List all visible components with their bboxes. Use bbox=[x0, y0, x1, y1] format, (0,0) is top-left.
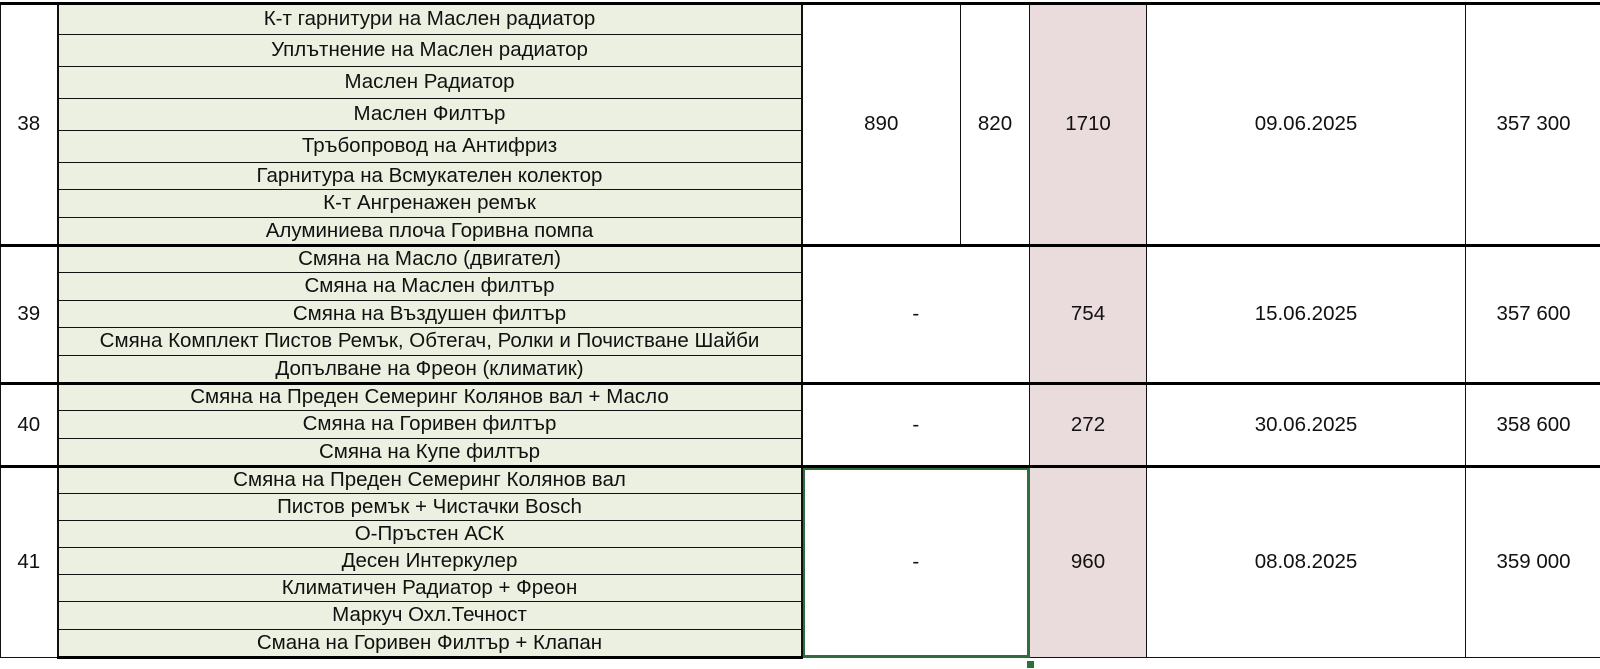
row-number-cell[interactable]: 40 bbox=[1, 384, 58, 467]
value-dash-cell[interactable]: - bbox=[802, 384, 1030, 467]
row-number-cell[interactable]: 38 bbox=[1, 4, 58, 246]
mileage-cell[interactable]: 357 600 bbox=[1466, 246, 1600, 384]
part-cell[interactable]: Допълване на Фреон (климатик) bbox=[58, 356, 802, 384]
date-cell[interactable]: 08.08.2025 bbox=[1147, 467, 1466, 658]
value-a-cell[interactable]: 890 bbox=[802, 4, 961, 246]
date-cell[interactable]: 30.06.2025 bbox=[1147, 384, 1466, 467]
row-number-cell[interactable]: 41 bbox=[1, 467, 58, 658]
total-cell[interactable]: 1710 bbox=[1030, 4, 1147, 246]
part-cell[interactable]: Гарнитура на Всмукателен колектор bbox=[58, 163, 802, 190]
part-cell[interactable]: Смяна на Купе филтър bbox=[58, 439, 802, 467]
value-dash-cell[interactable]: - bbox=[802, 246, 1030, 384]
date-cell[interactable]: 09.06.2025 bbox=[1147, 4, 1466, 246]
table-row[interactable] bbox=[1, 384, 1600, 411]
maintenance-table bbox=[0, 2, 1600, 659]
part-cell[interactable]: Смяна на Преден Семеринг Колянов вал bbox=[58, 467, 802, 494]
table-row[interactable] bbox=[1, 246, 1600, 273]
part-cell[interactable]: Смяна на Маслен филтър bbox=[58, 273, 802, 301]
part-cell[interactable]: Смяна на Масло (двигател) bbox=[58, 246, 802, 273]
part-cell[interactable]: Уплътнение на Маслен радиатор bbox=[58, 35, 802, 67]
part-cell[interactable]: Смяна на Въздушен филтър bbox=[58, 301, 802, 328]
date-cell[interactable]: 15.06.2025 bbox=[1147, 246, 1466, 384]
total-cell[interactable]: 272 bbox=[1030, 384, 1147, 467]
row-number-cell[interactable]: 39 bbox=[1, 246, 58, 384]
total-cell[interactable]: 960 bbox=[1030, 467, 1147, 658]
part-cell[interactable]: Смана на Горивен Филтър + Клапан bbox=[58, 630, 802, 658]
part-cell[interactable]: Маркуч Охл.Течност bbox=[58, 602, 802, 630]
part-cell[interactable]: Смяна на Горивен филтър bbox=[58, 411, 802, 439]
mileage-cell[interactable]: 357 300 bbox=[1466, 4, 1600, 246]
table-row[interactable] bbox=[1, 467, 1600, 494]
value-dash-cell-selected[interactable]: - bbox=[802, 467, 1030, 658]
table-row[interactable] bbox=[1, 4, 1600, 35]
part-cell[interactable]: Алуминиева плоча Горивна помпа bbox=[58, 218, 802, 246]
part-cell[interactable]: Смяна Комплект Пистов Ремък, Обтегач, Ролки и Почистване Шайби bbox=[58, 328, 802, 356]
part-cell[interactable]: Смяна на Преден Семеринг Колянов вал + Масло bbox=[58, 384, 802, 411]
part-cell[interactable]: Тръбопровод на Антифриз bbox=[58, 131, 802, 163]
part-cell[interactable]: К-т Ангренажен ремък bbox=[58, 190, 802, 218]
part-cell[interactable]: Маслен Радиатор bbox=[58, 67, 802, 99]
part-cell[interactable]: Маслен Филтър bbox=[58, 99, 802, 131]
mileage-cell[interactable]: 359 000 bbox=[1466, 467, 1600, 658]
part-cell[interactable]: О-Пръстен АСК bbox=[58, 521, 802, 548]
part-cell[interactable]: Климатичен Радиатор + Фреон bbox=[58, 575, 802, 602]
total-cell[interactable]: 754 bbox=[1030, 246, 1147, 384]
value-b-cell[interactable]: 820 bbox=[961, 4, 1030, 246]
part-cell[interactable]: Пистов ремък + Чистачки Bosch bbox=[58, 494, 802, 521]
part-cell[interactable]: К-т гарнитури на Маслен радиатор bbox=[58, 4, 802, 35]
mileage-cell[interactable]: 358 600 bbox=[1466, 384, 1600, 467]
part-cell[interactable]: Десен Интеркулер bbox=[58, 548, 802, 575]
